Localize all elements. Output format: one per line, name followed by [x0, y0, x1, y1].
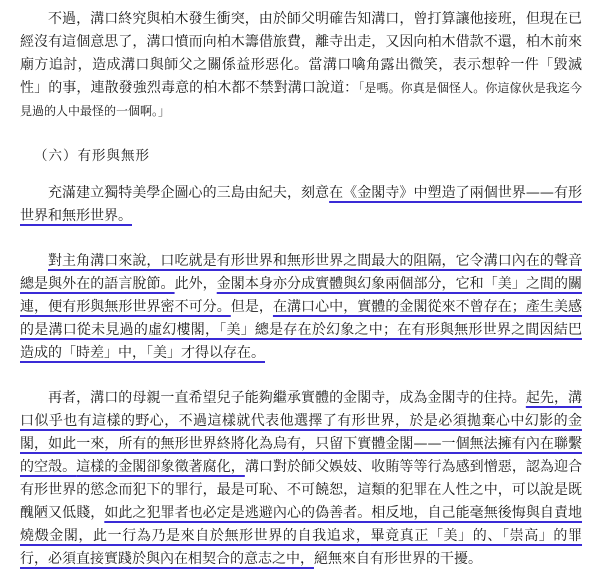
underlined-text: 金閣本身亦分成實體與幻象兩個部分，它和「美」之間的關連，便有形與無形世界密不可分。 — [20, 276, 583, 315]
paragraph-text: 溝口對於師父娛妓、收賄等等行為感到憎惡，認為迎合有形世界的慾念而犯下的罪行，最是可恥、不可饒恕，這類的犯罪在人性之中，可以說是既醜陋又低賤， — [20, 459, 583, 521]
paragraph-text: 再者，溝口的母親一直希望兒子能夠繼承實體的金閣寺，成為金閣寺的住持。 — [48, 390, 526, 406]
underlined-text: 對主角溝口來說，口吃就是有形世界和無形世界之間最大的阻隔，它令溝口內在的聲音總是與外在的語言脫節。 — [20, 253, 582, 292]
paragraph-text: 此外， — [174, 276, 217, 292]
paragraph-two-worlds — [20, 182, 582, 228]
paragraph-kashiwagi-conflict — [20, 8, 582, 123]
paragraph-text: 不過，溝口終究與柏木發生衝突，由於師父明確告知溝口，曾打算讓他接班，但現在已經沒有這個意思了，溝口憤而向柏木籌借旅費，離寺出走，又因向柏木借款不還，柏木前來廟方追討，造成溝口與師父之關係益形惡化。當溝口噙角露出微笑，表示想幹一件「毀滅性」的事，連散發強烈毒意的柏木都不禁對溝口說道： — [20, 11, 582, 96]
underlined-text: 在溝口心中，實體的金閣從來不曾存在；產生美感的是溝口從未見過的虛幻樓閣，「美」總是存在於幻象之中； — [20, 299, 583, 338]
underlined-text: 在《金閣寺》中塑造了兩個世界——有形世界和無形世界。 — [20, 185, 583, 224]
paragraph-stutter-and-beauty — [20, 250, 582, 365]
underlined-text: 於是必須拋棄心中幻影的金閣，如此一來，所有的無形世界終將化為烏有，只留下實體金閣——一個無法擁有內在聯繫的空殼。 — [20, 413, 583, 475]
underlined-text: 在有形與無形世界之間因結巴造成的「時差」中，「美」才得以存在。 — [20, 322, 582, 361]
underlined-text: 畢竟真正「美」的、「崇高」的罪行，必須直接實踐於與內在相契合的意志之中， — [20, 528, 583, 567]
underlined-text: 如此之犯罪者也必定是逃避內心的偽善者。相反地，自己能毫無後悔與自責地燒燬金閣，此一行為乃是來自於無形世界的自我追求， — [20, 505, 583, 544]
underlined-text: 起先，溝口似乎也有這樣的野心，不過這樣就代表他選擇了有形世界， — [20, 390, 583, 429]
section-heading: （六）有形與無形 — [34, 148, 150, 164]
paragraph-text: 但是， — [230, 299, 273, 315]
paragraph-text: 絕無來自有形世界的干擾。 — [314, 551, 482, 567]
paragraph-corruption-and-crime — [20, 387, 582, 571]
paragraph-text: 充滿建立獨特美學企圖心的三島由紀夫，刻意 — [48, 185, 330, 201]
underlined-text: 這樣的金閣卻象徵著腐化， — [76, 459, 245, 475]
kashiwagi-quote: 「是嗎。你真是個怪人。你這傢伙是我迄今見過的人中最怪的一個啊。」 — [20, 81, 582, 118]
